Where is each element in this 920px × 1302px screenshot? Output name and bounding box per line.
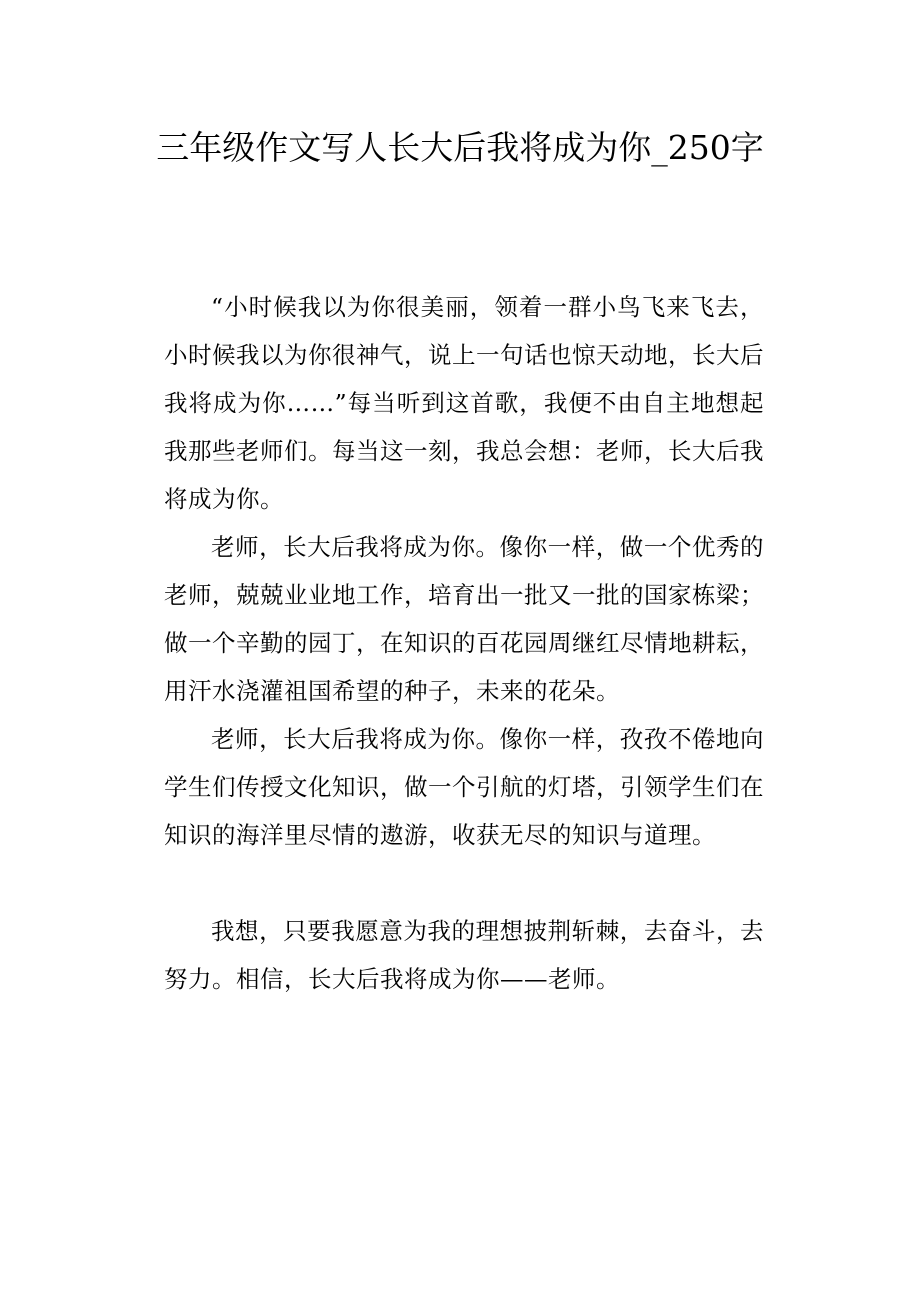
paragraph-3: 老师，长大后我将成为你。像你一样，孜孜不倦地向学生们传授文化知识，做一个引航的灯塔，引领学生们在知识的海洋里尽情的遨游，收获无尽的知识与道理。 bbox=[164, 725, 764, 849]
document-title: 三年级作文写人长大后我将成为你_250字 bbox=[156, 128, 764, 167]
paragraph-2: 老师，长大后我将成为你。像你一样，做一个优秀的老师，兢兢业业地工作，培育出一批又一批的国家栋梁；做一个辛勤的园丁，在知识的百花园周继红尽情地耕耘，用汗水浇灌祖国希望的种子，未来的花朵。 bbox=[164, 533, 764, 705]
paragraph-1: “小时候我以为你很美丽，领着一群小鸟飞来飞去，小时候我以为你很神气，说上一句话也惊天动地，长大后我将成为你……”每当听到这首歌，我便不由自主地想起我那些老师们。每当这一刻，我总会想：老师，长大后我将成为你。 bbox=[164, 293, 764, 513]
document-body bbox=[164, 283, 764, 1003]
paragraph-4: 我想，只要我愿意为我的理想披荆斩棘，去奋斗，去努力。相信，长大后我将成为你——老师。 bbox=[164, 917, 764, 993]
